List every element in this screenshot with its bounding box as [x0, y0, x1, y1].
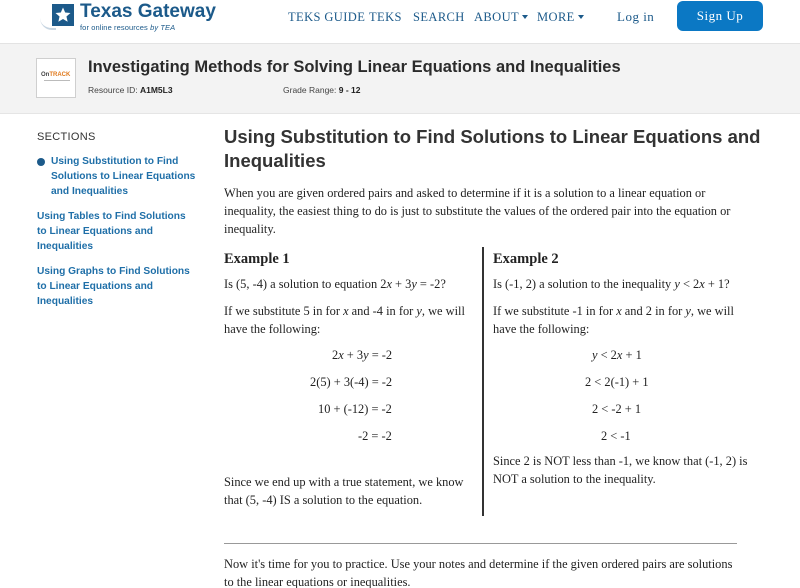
nav-teks[interactable]: TEKS: [369, 10, 402, 24]
example-2-step-2: 2 < 2(-1) + 1: [585, 375, 649, 389]
page-title: Using Substitution to Find Solutions to Linear Equations and Inequalities: [224, 126, 761, 171]
example-2-conclusion: Since 2 is NOT less than -1, we know that (-1, 2) is NOT a solution to the inequality.: [493, 454, 748, 486]
sidebar-item-tables[interactable]: Using Tables to Find Solutions to Linear Equations and Inequalities: [37, 211, 186, 252]
resource-header: [0, 44, 800, 114]
top-navbar: [0, 0, 800, 44]
example-1-heading: Example 1: [224, 251, 290, 267]
resource-title: Investigating Methods for Solving Linear Equations and Inequalities: [88, 58, 621, 76]
sidebar-item-graphs[interactable]: Using Graphs to Find Solutions to Linear Equations and Inequalities: [37, 266, 190, 307]
sections-heading: SECTIONS: [37, 131, 96, 143]
section-divider: [224, 543, 737, 544]
texas-gateway-logo[interactable]: [52, 1, 232, 34]
active-dot-icon: [37, 158, 45, 166]
example-2-heading: Example 2: [493, 251, 559, 267]
example-1-conclusion: Since we end up with a true statement, we know that (5, -4) IS a solution to the equation.: [224, 475, 464, 507]
example-divider: [482, 247, 484, 516]
example-1-question: Is (5, -4) a solution to equation 2x + 3y = -2?: [224, 277, 446, 291]
nav-teks-guide[interactable]: TEKS GUIDE: [288, 10, 366, 24]
example-1: [224, 250, 474, 507]
logo-brand-text: Texas Gateway: [80, 1, 216, 22]
ontrack-badge: OnTRACK: [36, 58, 76, 98]
signup-button[interactable]: Sign Up: [677, 1, 763, 31]
example-2-step-1: y < 2x + 1: [592, 348, 642, 362]
example-2-substitution: If we substitute -1 in for x and 2 in for y, we will have the following:: [493, 304, 734, 336]
intro-paragraph: When you are given ordered pairs and asked to determine if it is a solution to a linear equation or inequality, the easiest thing to do is just to substitute the values of the ordered pair into the equation or inequality.: [224, 186, 731, 236]
practice-paragraph: Now it's time for you to practice. Use your notes and determine if the given ordered pairs are solutions to the linear equations or inequalities.: [224, 557, 733, 588]
example-2-step-3: 2 < -2 + 1: [592, 402, 642, 416]
sidebar-item-substitution[interactable]: Using Substitution to Find Solutions to Linear Equations and Inequalities: [37, 154, 197, 199]
example-2: [493, 250, 753, 486]
login-link[interactable]: Log in: [617, 9, 655, 24]
logo-tagline: for online resources by TEA: [80, 23, 176, 32]
caret-down-icon: [578, 15, 584, 19]
star-icon: [52, 4, 74, 26]
example-2-step-4: 2 < -1: [601, 429, 631, 443]
example-1-step-3: 10 + (-12) = -2: [318, 402, 392, 416]
example-1-substitution: If we substitute 5 in for x and -4 in for y, we will have the following:: [224, 304, 465, 336]
example-1-step-2: 2(5) + 3(-4) = -2: [310, 375, 393, 389]
grade-range: Grade Range: 9 - 12: [283, 85, 361, 95]
example-1-step-4: -2 = -2: [358, 429, 392, 443]
nav-about[interactable]: ABOUT: [474, 10, 528, 25]
nav-search[interactable]: SEARCH: [413, 10, 465, 24]
nav-more[interactable]: MORE: [537, 10, 584, 25]
example-1-step-1: 2x + 3y = -2: [332, 348, 393, 362]
resource-id: Resource ID: A1M5L3: [88, 85, 173, 95]
example-2-question: Is (-1, 2) a solution to the inequality y < 2x + 1?: [493, 277, 730, 291]
caret-down-icon: [522, 15, 528, 19]
